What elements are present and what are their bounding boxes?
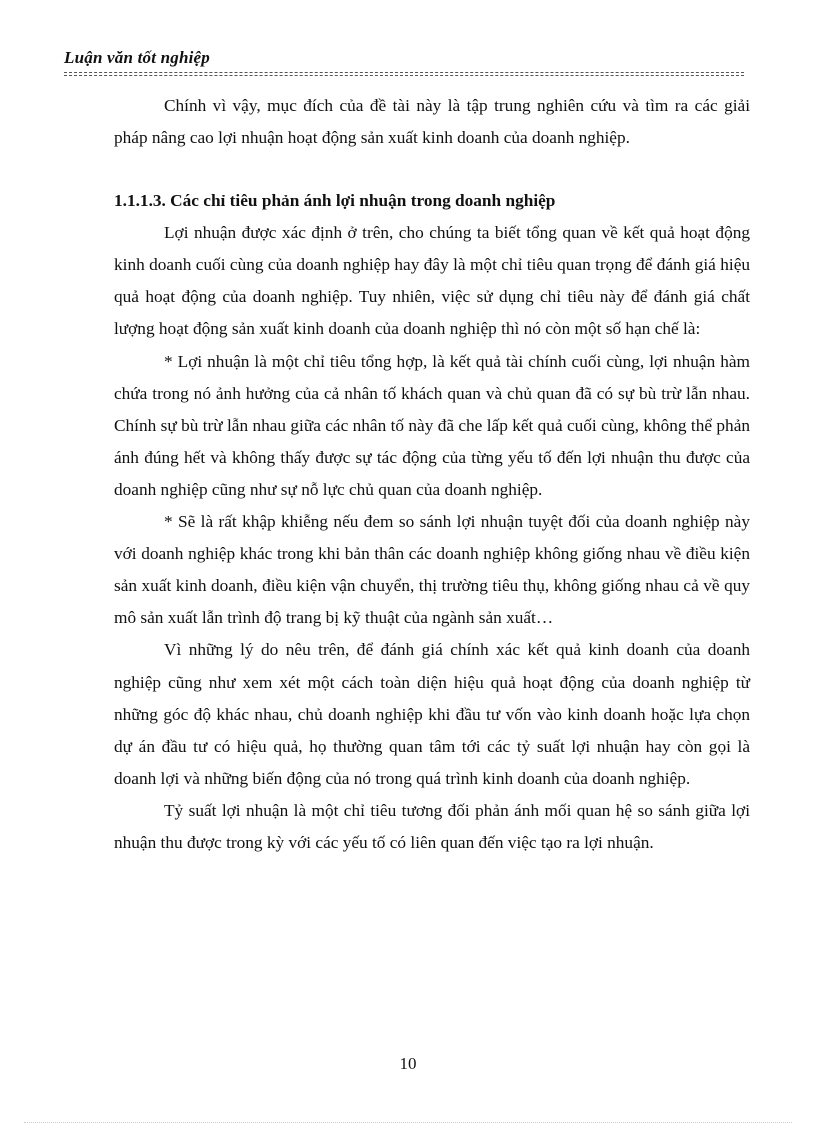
section-heading: 1.1.1.3. Các chỉ tiêu phản ánh lợi nhuận trong doanh nghiệp — [114, 191, 556, 211]
paragraph-limitation-1: * Lợi nhuận là một chỉ tiêu tổng hợp, là kết quả tài chính cuối cùng, lợi nhuận hàm chứa trong nó ảnh hưởng của cả nhân tố khách quan và chủ quan đã có sự bù trừ lẫn nhau. Chính sự bù trừ lẫn nhau giữa các nhân tố này đã che lấp kết quả cuối cùng, không thể phản ánh đúng hết và không thấy được sự tác động của từng yếu tố đến lợi nhuận thu được của doanh nghiệp cũng như sự nỗ lực chủ quan của doanh nghiệp. — [114, 351, 750, 499]
paragraph-limitation-2: * Sẽ là rất khập khiễng nếu đem so sánh lợi nhuận tuyệt đối của doanh nghiệp này với doanh nghiệp khác trong khi bản thân các doanh nghiệp không giống nhau về điều kiện sản xuất kinh doanh, điều kiện vận chuyển, thị trường tiêu thụ, không giống nhau cả về quy mô sản xuất lẫn trình độ trang bị kỹ thuật của ngành sản xuất… — [114, 512, 750, 628]
paragraph-profit-ratio: Tỷ suất lợi nhuận là một chỉ tiêu tương đối phản ánh mối quan hệ so sánh giữa lợi nhuận thu được trong kỳ với các yếu tố có liên quan đến việc tạo ra lợi nhuận. — [114, 800, 750, 852]
header-divider — [64, 70, 744, 80]
document-body — [114, 90, 750, 859]
paragraph-intro: Chính vì vậy, mục đích của đề tài này là tập trung nghiên cứu và tìm ra các giải pháp nâng cao lợi nhuận hoạt động sản xuất kinh doanh của doanh nghiệp. — [114, 96, 750, 148]
page-number: 10 — [399, 1054, 417, 1073]
paragraph-profit-overview: Lợi nhuận được xác định ở trên, cho chúng ta biết tổng quan về kết quả hoạt động kinh doanh cuối cùng của doanh nghiệp hay đây là một chỉ tiêu quan trọng để đánh giá hiệu quả hoạt động của doanh nghiệp. Tuy nhiên, việc sử dụng chỉ tiêu này để đánh giá chất lượng hoạt động sản xuất kinh doanh của doanh nghiệp thì nó còn một số hạn chế là: — [114, 223, 750, 339]
header-title: Luận văn tốt nghiệp — [64, 48, 210, 67]
paragraph-reasons: Vì những lý do nêu trên, để đánh giá chính xác kết quả kinh doanh của doanh nghiệp cũng như xem xét một cách toàn diện hiệu quả hoạt động của doanh nghiệp từ những góc độ khác nhau, chủ doanh nghiệp khi đầu tư vốn vào kinh doanh hoặc lựa chọn dự án đầu tư có hiệu quả, họ thường quan tâm tới các tỷ suất lợi nhuận hay còn gọi là doanh lợi và những biến động của nó trong quá trình kinh doanh của doanh nghiệp. — [114, 640, 750, 788]
